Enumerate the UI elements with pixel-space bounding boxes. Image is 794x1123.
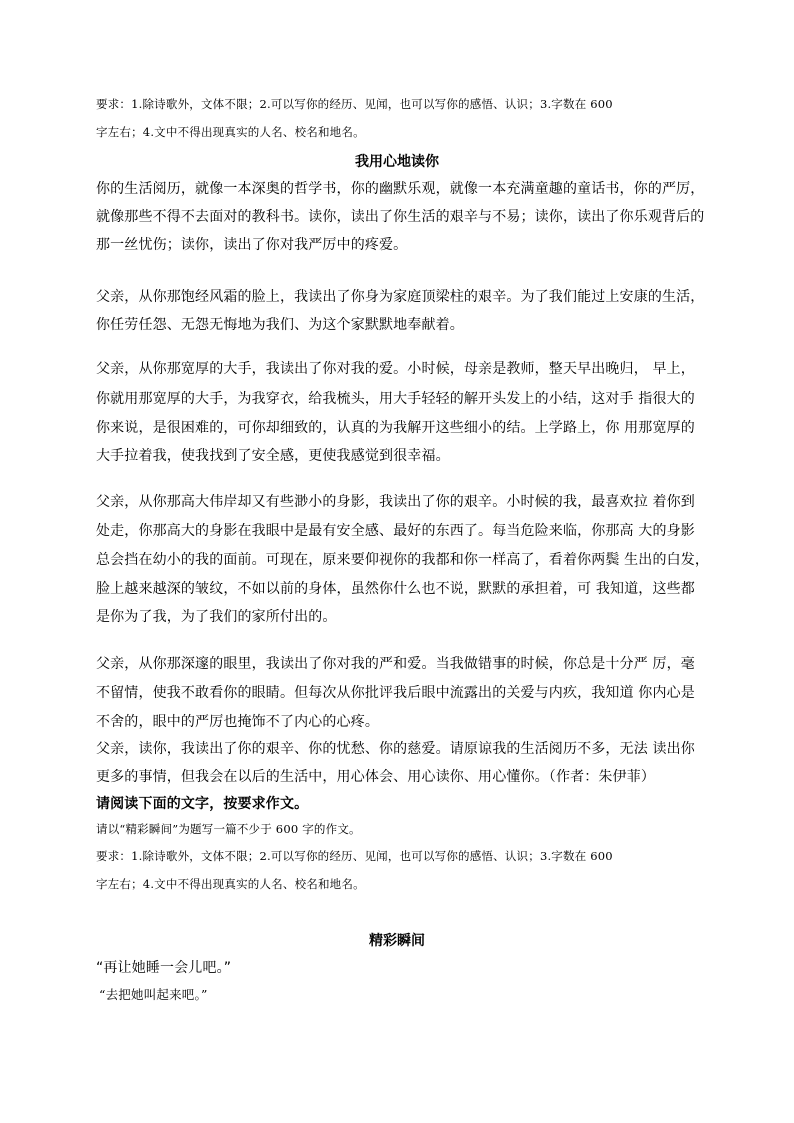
paragraph-5-line-1: 父亲，从你那深邃的眼里，我读出了你对我的严和爱。当我做错事的时候，你总是十分严 厉，毫	[96, 656, 695, 672]
paragraph-3-line-1: 父亲，从你那宽厚的大手，我读出了你对我的爱。小时候，母亲是教师，整天早出晚归， 早上，	[96, 361, 695, 377]
section-2-requirement-line-2: 字左右；4.文中不得出现真实的人名、校名和地名。	[96, 877, 365, 891]
quote-line-1: “再让她睡一会儿吧。”	[96, 960, 232, 976]
paragraph-1-line-2: 就像那些不得不去面对的教科书。读你，读出了你生活的艰辛与不易；读你，读出了你乐观背后的	[96, 209, 705, 225]
section-2-instruction: 请阅读下面的文字，按要求作文。	[96, 796, 309, 812]
paragraph-4-line-1: 父亲，从你那高大伟岸却又有些渺小的身影，我读出了你的艰辛。小时候的我，最喜欢拉 着你到	[96, 494, 695, 510]
essay-title: 我用心地读你	[355, 154, 439, 170]
paragraph-2-line-2: 你任劳任怨、无怨无悔地为我们、为这个家默默地奉献着。	[96, 317, 464, 333]
paragraph-4-line-4: 脸上越来越深的皱纹，不如以前的身体，虽然你什么也不说，默默的承担着，可 我知道，这些都	[96, 581, 695, 597]
paragraph-1-line-1: 你的生活阅历，就像一本深奥的哲学书，你的幽默乐观，就像一本充满童趣的童话书，你的严厉，	[96, 181, 705, 197]
paragraph-5-line-2: 不留情，使我不敢看你的眼睛。但每次从你批评我后眼中流露出的关爱与内疚，我知道 你内心是	[96, 685, 695, 701]
requirement-line-1: 要求：1.除诗歌外，文体不限；2.可以写你的经历、见闻，也可以写你的感悟、认识；3.字数在 600	[96, 97, 613, 111]
paragraph-4-line-3: 总会挡在幼小的我的面前。可现在，原来要仰视你的我都和你一样高了，看着你两鬓 生出的白发，	[96, 552, 710, 568]
paragraph-5-line-3: 不舍的，眼中的严厉也掩饰不了内心的心疼。	[96, 714, 379, 730]
paragraph-3-line-4: 大手拉着我，使我找到了安全感，更使我感觉到很幸福。	[96, 448, 450, 464]
paragraph-1-line-3: 那一丝忧伤；读你，读出了你对我严厉中的疼爱。	[96, 237, 408, 253]
quote-line-2: “去把她叫起来吧。”	[99, 987, 208, 1002]
section-2-requirement-line-1: 要求：1.除诗歌外，文体不限；2.可以写你的经历、见闻，也可以写你的感悟、认识；3.字数在 600	[96, 849, 613, 863]
paragraph-3-line-3: 你来说，是很困难的，可你却细致的，认真的为我解开这些细小的结。上学路上，你 用那宽厚的	[96, 420, 695, 436]
paragraph-4-line-2: 处走，你那高大的身影在我眼中是最有安全感、最好的东西了。每当危险来临，你那高 大的身影	[96, 523, 695, 539]
essay-2-title: 精彩瞬间	[369, 933, 425, 949]
requirement-line-2: 字左右；4.文中不得出现真实的人名、校名和地名。	[96, 125, 365, 139]
paragraph-4-line-5: 是你为了我，为了我们的家所付出的。	[96, 609, 337, 625]
paragraph-6-line-2: 更多的事情，但我会在以后的生活中，用心体会、用心读你、用心懂你。（作者：朱伊菲）	[96, 769, 655, 785]
section-2-prompt: 请以“精彩瞬间”为题写一篇不少于 600 字的作文。	[96, 822, 361, 836]
paragraph-2-line-1: 父亲，从你那饱经风霜的脸上，我读出了你身为家庭顶梁柱的艰辛。为了我们能过上安康的生活，	[96, 289, 705, 305]
paragraph-3-line-2: 你就用那宽厚的大手，为我穿衣，给我梳头，用大手轻轻的解开头发上的小结，这对手 指很大的	[96, 391, 695, 407]
paragraph-6-line-1: 父亲，读你，我读出了你的艰辛、你的忧愁、你的慈爱。请原谅我的生活阅历不多，无法 读出你	[96, 741, 695, 757]
